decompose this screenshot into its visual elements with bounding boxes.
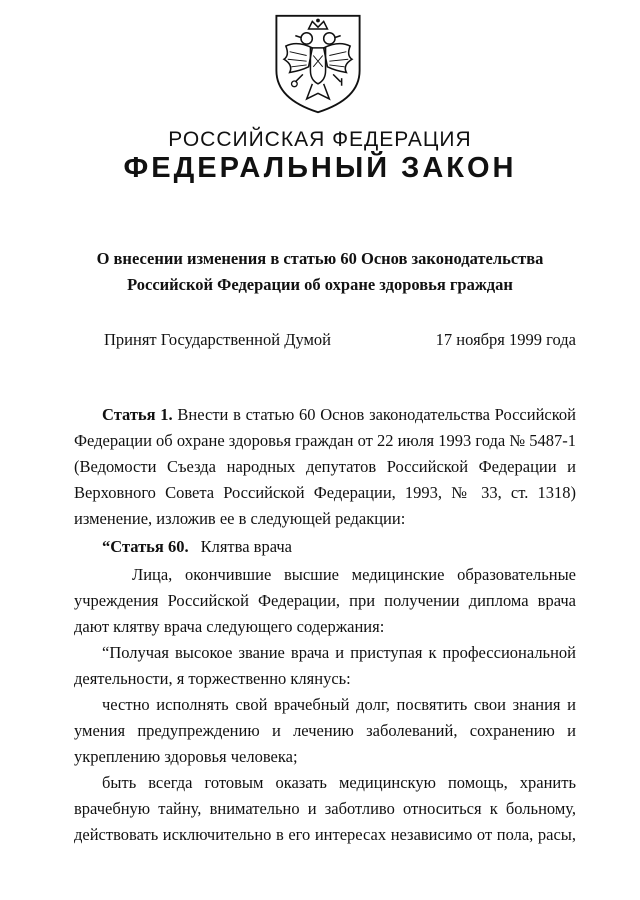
article-1-line-2: Федерации об охране здоровья граждан от 22 июля 1993 года № 5487-1 xyxy=(74,431,576,450)
duty2-line-1: быть всегда готовым оказать медицинскую помощь, хранить xyxy=(102,773,576,792)
intro-line-2: учреждения Российской Федерации, при получении диплома врача xyxy=(74,591,576,610)
duty1-line-3: укреплению здоровья человека; xyxy=(74,747,298,766)
intro-line-1: Лица, окончившие высшие медицинские образовательные xyxy=(132,565,576,584)
intro-line-3: дают клятву врача следующего содержания: xyxy=(74,617,385,636)
article-60-intro xyxy=(74,562,576,640)
country-title: РОССИЙСКАЯ ФЕДЕРАЦИЯ xyxy=(168,128,472,151)
duty2-line-2: врачебную тайну, внимательно и заботливо относиться к больному, xyxy=(74,799,576,818)
law-title-line-2: Российской Федерации об охране здоровья граждан xyxy=(127,275,513,294)
law-title xyxy=(0,246,640,298)
oath-line-1: “Получая высокое звание врача и приступая к профессиональной xyxy=(102,643,576,662)
document-type: ФЕДЕРАЛЬНЫЙ ЗАКОН xyxy=(123,152,517,184)
duty1-line-2: умения предупреждению и лечению заболеваний, сохранению и xyxy=(74,721,576,740)
duty1-line-1: честно исполнять свой врачебный долг, посвятить свои знания и xyxy=(102,695,576,714)
duty2-line-3: действовать исключительно в его интересах независимо от пола, расы, xyxy=(74,825,576,844)
article-1-line-3: (Ведомости Съезда народных депутатов Российской Федерации и xyxy=(74,457,576,476)
article-60-label: “Статья 60. xyxy=(102,537,189,556)
law-title-line-1: О внесении изменения в статью 60 Основ законодательства xyxy=(96,249,544,268)
article-60-heading xyxy=(74,534,576,560)
article-1-line-4: Верховного Совета Российской Федерации, 1993, № 33, ст. 1318) xyxy=(74,483,576,502)
article-1-line-5: изменение, изложив ее в следующей редакции: xyxy=(74,509,406,528)
article-1-label: Статья 1. xyxy=(102,405,173,424)
adopted-date: 17 ноября 1999 года xyxy=(435,330,576,349)
oath-duty-2 xyxy=(74,770,576,848)
article-1-line-1 xyxy=(74,402,576,428)
oath-opening xyxy=(74,640,576,692)
adopted-by: Принят Государственной Думой xyxy=(104,330,332,349)
oath-line-2: деятельности, я торжественно клянусь: xyxy=(74,669,351,688)
coat-of-arms-emblem xyxy=(270,12,366,116)
article-1-text: Внести в статью 60 Основ законодательства Российской xyxy=(177,405,576,424)
coat-of-arms-icon xyxy=(270,12,366,116)
article-1 xyxy=(74,402,576,532)
article-60-heading-text: Клятва врача xyxy=(200,537,292,556)
oath-duty-1 xyxy=(74,692,576,770)
